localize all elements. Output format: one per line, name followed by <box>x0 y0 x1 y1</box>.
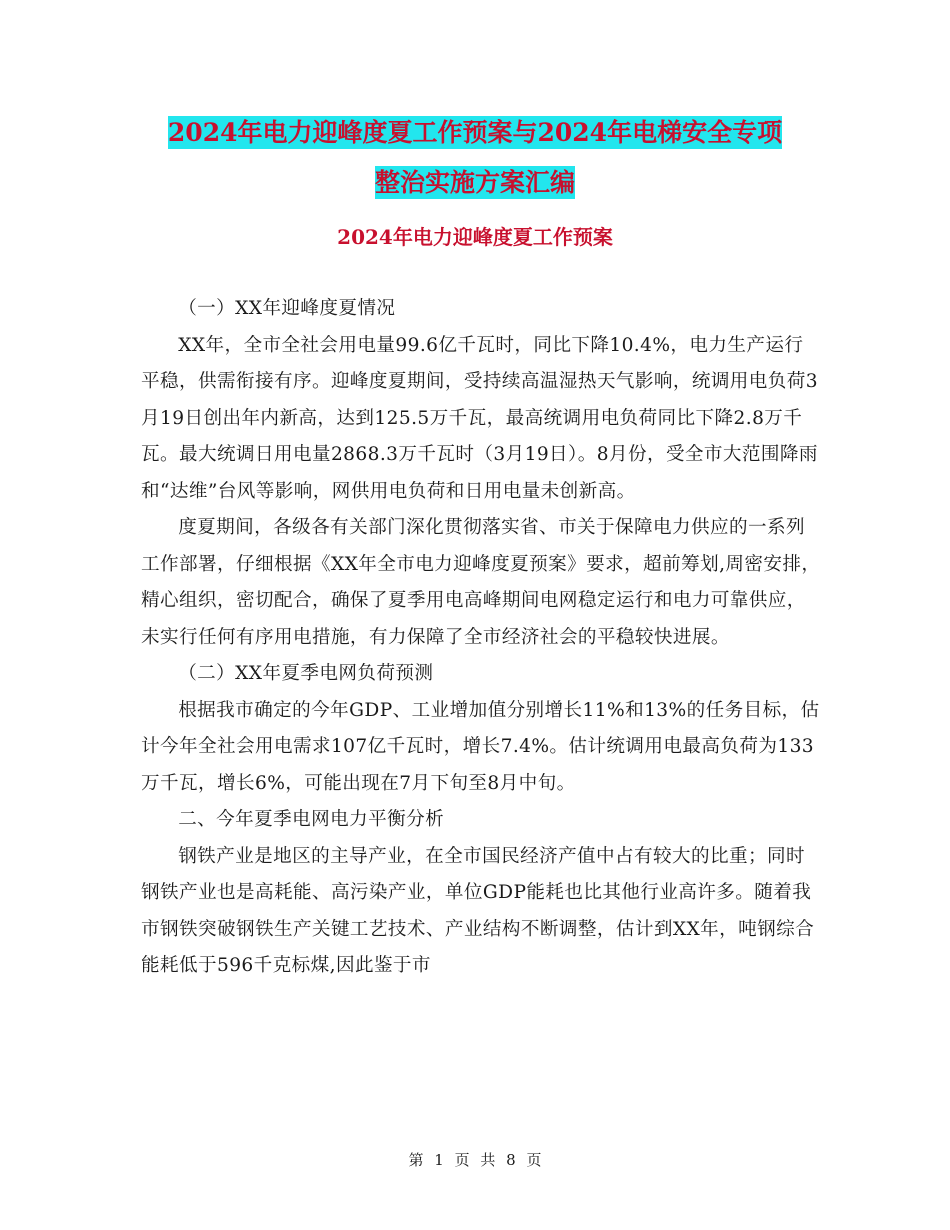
document-title <box>0 108 950 208</box>
subheading-2: （二）XX年夏季电网负荷预测 <box>178 663 434 684</box>
document-title-line-1: 2024年电力迎峰度夏工作预案与2024年电梯安全专项 <box>167 118 783 147</box>
paragraph-4: 钢铁产业是地区的主导产业，在全市国民经济产值中占有较大的比重；同时钢铁产业也是高耗能、高污染产业，单位GDP能耗也比其他行业高许多。随着我市钢铁突破钢铁生产关键工艺技术、产业结构不断调整，估计到XX年，吨钢综合能耗低于596千克标煤,因此鉴于市 <box>141 845 815 976</box>
page-footer: 第 1 页 共 8 页 <box>408 1151 542 1169</box>
subheading-1: （一）XX年迎峰度夏情况 <box>178 298 396 319</box>
section-title: 2024年电力迎峰度夏工作预案 <box>337 225 613 249</box>
document-title-line-2: 整治实施方案汇编 <box>374 168 575 197</box>
document-body <box>141 291 821 985</box>
subheading-3: 二、今年夏季电网电力平衡分析 <box>178 809 445 830</box>
paragraph-3: 根据我市确定的今年GDP、工业增加值分别增长11%和13%的任务目标，估计今年全社会用电需求107亿千瓦时，增长7.4%。估计统调用电最高负荷为133万千瓦，增长6%，可能出现在7月下旬至8月中旬。 <box>141 699 820 794</box>
paragraph-2: 度夏期间，各级各有关部门深化贯彻落实省、市关于保障电力供应的一系列工作部署，仔细根据《XX年全市电力迎峰度夏预案》要求，超前筹划,周密安排，精心组织，密切配合，确保了夏季用电高峰期间电网稳定运行和电力可靠供应，未实行任何有序用电措施，有力保障了全市经济社会的平稳较快进展。 <box>141 517 821 648</box>
paragraph-1: XX年，全市全社会用电量99.6亿千瓦时，同比下降10.4%，电力生产运行平稳，供需衔接有序。迎峰度夏期间，受持续高温湿热天气影响，统调用电负荷3月19日创出年内新高，达到125.5万千瓦，最高统调用电负荷同比下降2.8万千瓦。最大统调日用电量2868.3万千瓦时（3月19日）。8月份，受全市大范围降雨和“达维”台风等影响，网供用电负荷和日用电量未创新高。 <box>141 334 819 502</box>
